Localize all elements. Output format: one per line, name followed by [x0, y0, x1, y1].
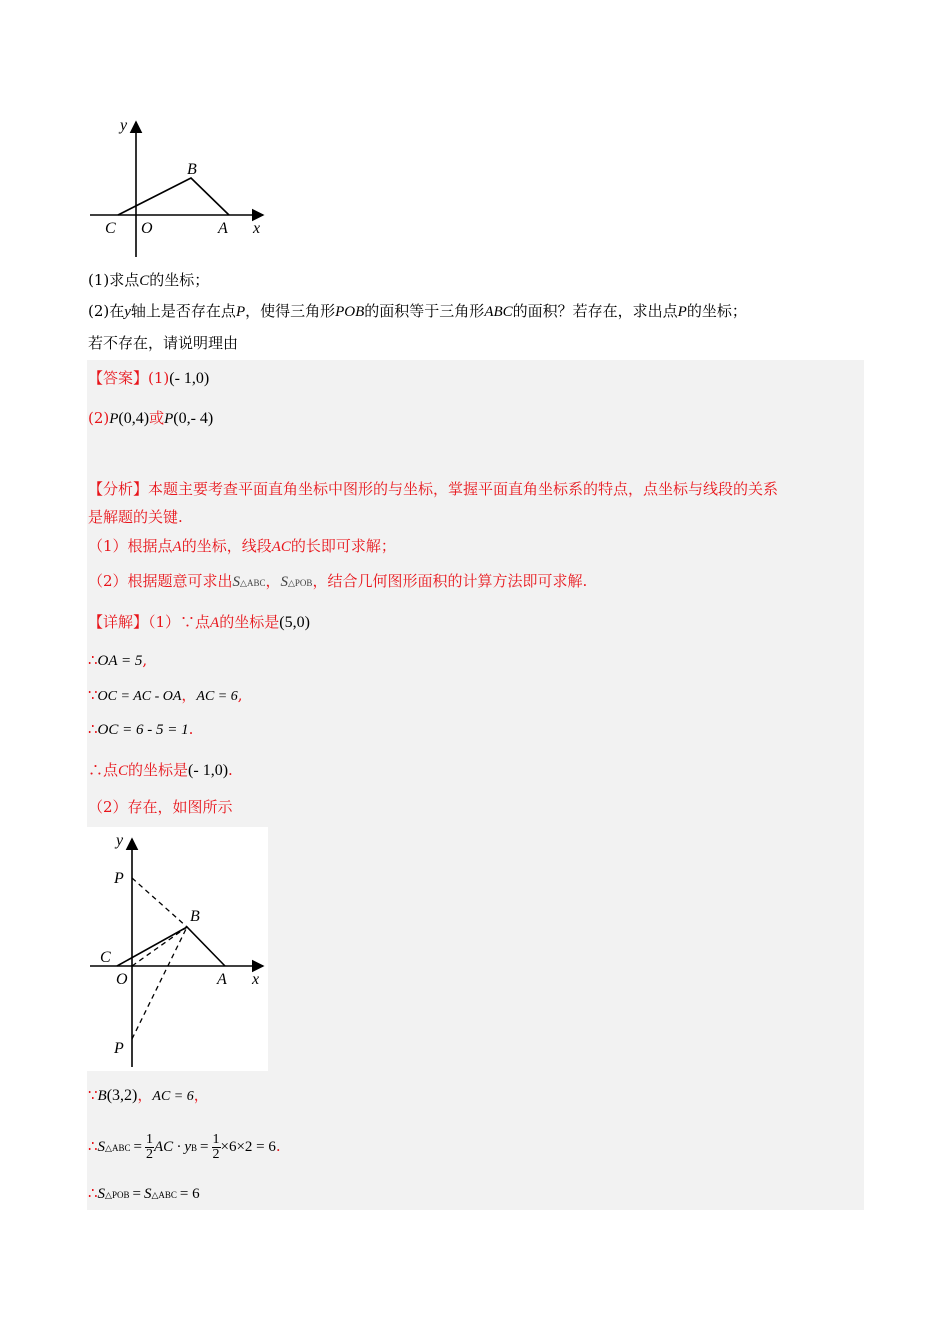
answer-line-2 — [88, 408, 213, 429]
answer-2-p1: P — [109, 411, 119, 427]
after-b2-frac-2-den: 2 — [212, 1146, 220, 1162]
triangle-abc — [117, 927, 225, 966]
answer-1-value: (- 1,0) — [169, 370, 210, 387]
answer-line-1 — [88, 368, 209, 389]
detail-s2-symbol: ∵ — [88, 686, 98, 704]
after-b2-subB: B — [191, 1143, 198, 1153]
analysis-4-S2-sub: △POB — [288, 578, 313, 588]
after-b2-frac-2 — [212, 1133, 221, 1162]
detail-label: 【详解】（1）∵点 — [88, 613, 211, 631]
after-line-3 — [88, 1183, 200, 1205]
question-1 — [88, 270, 209, 291]
label-a: A — [218, 220, 228, 237]
after-b2-symbol: ∴ — [88, 1137, 98, 1155]
after-line-1 — [88, 1085, 209, 1107]
detail-A: A — [210, 615, 220, 631]
detail-line-5 — [88, 760, 233, 781]
after-b1-end: ， — [193, 1086, 209, 1104]
detail-s4-b: 的坐标是 — [128, 761, 189, 779]
q2-p2: P — [677, 304, 687, 320]
label-a: A — [217, 971, 227, 988]
after-b3-sub1: △POB — [105, 1190, 130, 1200]
dashed-p-bottom-b — [132, 927, 187, 1039]
detail-s4-end: . — [228, 761, 233, 779]
detail-s3-math: OC = 6 - 5 = 1 — [97, 722, 189, 738]
detail-s4-a: ∴点 — [88, 761, 119, 779]
after-b3-eq: = — [132, 1186, 141, 1202]
detail-value: (5,0) — [279, 614, 310, 631]
label-y: y — [116, 832, 124, 849]
detail-s3-end: . — [188, 720, 194, 738]
answer-2-p2: P — [164, 411, 174, 427]
after-b2-eq2: = — [200, 1139, 209, 1155]
label-c: C — [105, 220, 116, 237]
detail-part-2: （2）存在，如图所示 — [88, 798, 233, 816]
q2-pob: POB — [335, 304, 365, 320]
analysis-4-S1-sub: △ABC — [240, 578, 266, 588]
dashed-p-top-b — [132, 878, 187, 927]
q1-suffix: 的坐标； — [149, 271, 210, 289]
detail-s1-end: , — [142, 651, 148, 669]
analysis-line-3 — [88, 536, 396, 557]
answer-2-value-1: (0,4) — [118, 410, 150, 427]
q2-p: P — [235, 304, 246, 320]
after-b2-frac-1-den: 2 — [145, 1146, 153, 1162]
label-x: x — [253, 220, 261, 237]
after-b3-S2: S — [143, 1186, 152, 1202]
label-p-bottom: P — [114, 1040, 124, 1057]
answer-2-value-2: (0,- 4) — [173, 410, 214, 427]
after-b1-value: (3,2) — [106, 1087, 138, 1104]
label-o: O — [141, 220, 153, 237]
after-b2-sub: △ABC — [105, 1143, 131, 1153]
label-y: y — [120, 117, 128, 134]
q2-text-b: 轴上是否存在点 — [130, 302, 236, 320]
detail-s2-end: , — [237, 686, 243, 704]
q2-text-c: ，使得三角形 — [245, 302, 336, 320]
figure-1-coordinate-plane — [85, 112, 270, 262]
label-b: B — [190, 908, 200, 925]
figure-2-coordinate-plane — [87, 827, 268, 1071]
after-b2-tail: ×6×2 = 6 — [220, 1139, 276, 1155]
question-2-line-1 — [88, 301, 747, 322]
label-b: B — [187, 161, 197, 178]
analysis-3-a: （1）根据点 — [88, 537, 173, 555]
label-p-top: P — [114, 870, 124, 887]
dashed-o-b — [132, 927, 187, 966]
question-2-line-2: 若不存在，请说明理由 — [88, 334, 239, 352]
q2-text-d: 的面积等于三角形 — [364, 302, 485, 320]
after-b1-math: AC = 6 — [152, 1089, 194, 1104]
after-b3-symbol: ∴ — [88, 1184, 98, 1202]
detail-s2-math: OC = AC - OA — [97, 689, 182, 704]
detail-line-1 — [88, 612, 310, 633]
q1-var: C — [139, 273, 150, 289]
q2-text-e: 的面积？若存在，求出点 — [512, 302, 678, 320]
after-b2-frac-1 — [145, 1133, 154, 1162]
analysis-line-2: 是解题的关键. — [88, 508, 183, 526]
q1-prefix: (1)求点 — [88, 271, 140, 289]
q2-text-a: (2)在 — [88, 302, 125, 320]
q2-abc: ABC — [484, 304, 513, 320]
detail-s4-value: (- 1,0) — [188, 762, 229, 779]
detail-s2-math2: AC = 6 — [196, 689, 238, 704]
after-b2-frac-2-num: 1 — [212, 1131, 220, 1147]
label-o: O — [116, 971, 128, 988]
after-b1-mid: ， — [137, 1086, 153, 1104]
after-b2-eq: = — [133, 1139, 142, 1155]
q2-y: y — [124, 304, 131, 320]
triangle-abc — [118, 178, 229, 215]
analysis-line-4 — [88, 571, 587, 593]
detail-s1-math: OA = 5 — [97, 653, 143, 669]
analysis-3-b: 的坐标，线段 — [181, 537, 272, 555]
detail-line-4 — [88, 719, 193, 740]
after-b1-symbol: ∵ — [88, 1086, 98, 1104]
after-b2-mid: AC · y — [153, 1139, 192, 1155]
after-line-2 — [88, 1128, 281, 1164]
analysis-3-AC: AC — [271, 539, 291, 555]
analysis-4-S1: S — [232, 574, 241, 590]
q2-text-f: 的坐标； — [686, 302, 747, 320]
analysis-3-c: 的长即可求解； — [290, 537, 396, 555]
after-b2-frac-1-num: 1 — [145, 1131, 153, 1147]
after-b2-S: S — [97, 1139, 106, 1155]
after-b2-end: . — [275, 1137, 281, 1155]
answer-label: 【答案】(1) — [88, 369, 170, 387]
detail-s1-symbol: ∴ — [88, 651, 98, 669]
analysis-4-S2: S — [280, 574, 288, 590]
detail-line-3 — [88, 685, 243, 707]
after-b3-sub2: △ABC — [151, 1190, 177, 1200]
analysis-3-A: A — [172, 539, 182, 555]
after-b3-S1: S — [97, 1186, 106, 1202]
answer-2-or: 或 — [149, 409, 165, 427]
detail-s4-C: C — [118, 763, 129, 779]
answer-2-prefix: (2) — [88, 409, 110, 427]
analysis-line-1: 【分析】本题主要考查平面直角坐标中图形的与坐标，掌握平面直角坐标系的特点，点坐标与线段的关系 — [88, 480, 779, 498]
analysis-4-a: （2）根据题意可求出 — [88, 572, 233, 590]
detail-s2-mid: ， — [181, 686, 197, 704]
detail-text-b: 的坐标是 — [219, 613, 280, 631]
detail-line-2 — [88, 650, 147, 671]
analysis-4-comma: ， — [265, 572, 281, 590]
label-x: x — [252, 971, 260, 988]
label-c: C — [100, 949, 111, 966]
after-b1-B: B — [97, 1088, 107, 1104]
detail-s3-symbol: ∴ — [88, 720, 98, 738]
after-b3-tail: = 6 — [179, 1186, 200, 1202]
analysis-4-b: ，结合几何图形面积的计算方法即可求解. — [312, 572, 588, 590]
